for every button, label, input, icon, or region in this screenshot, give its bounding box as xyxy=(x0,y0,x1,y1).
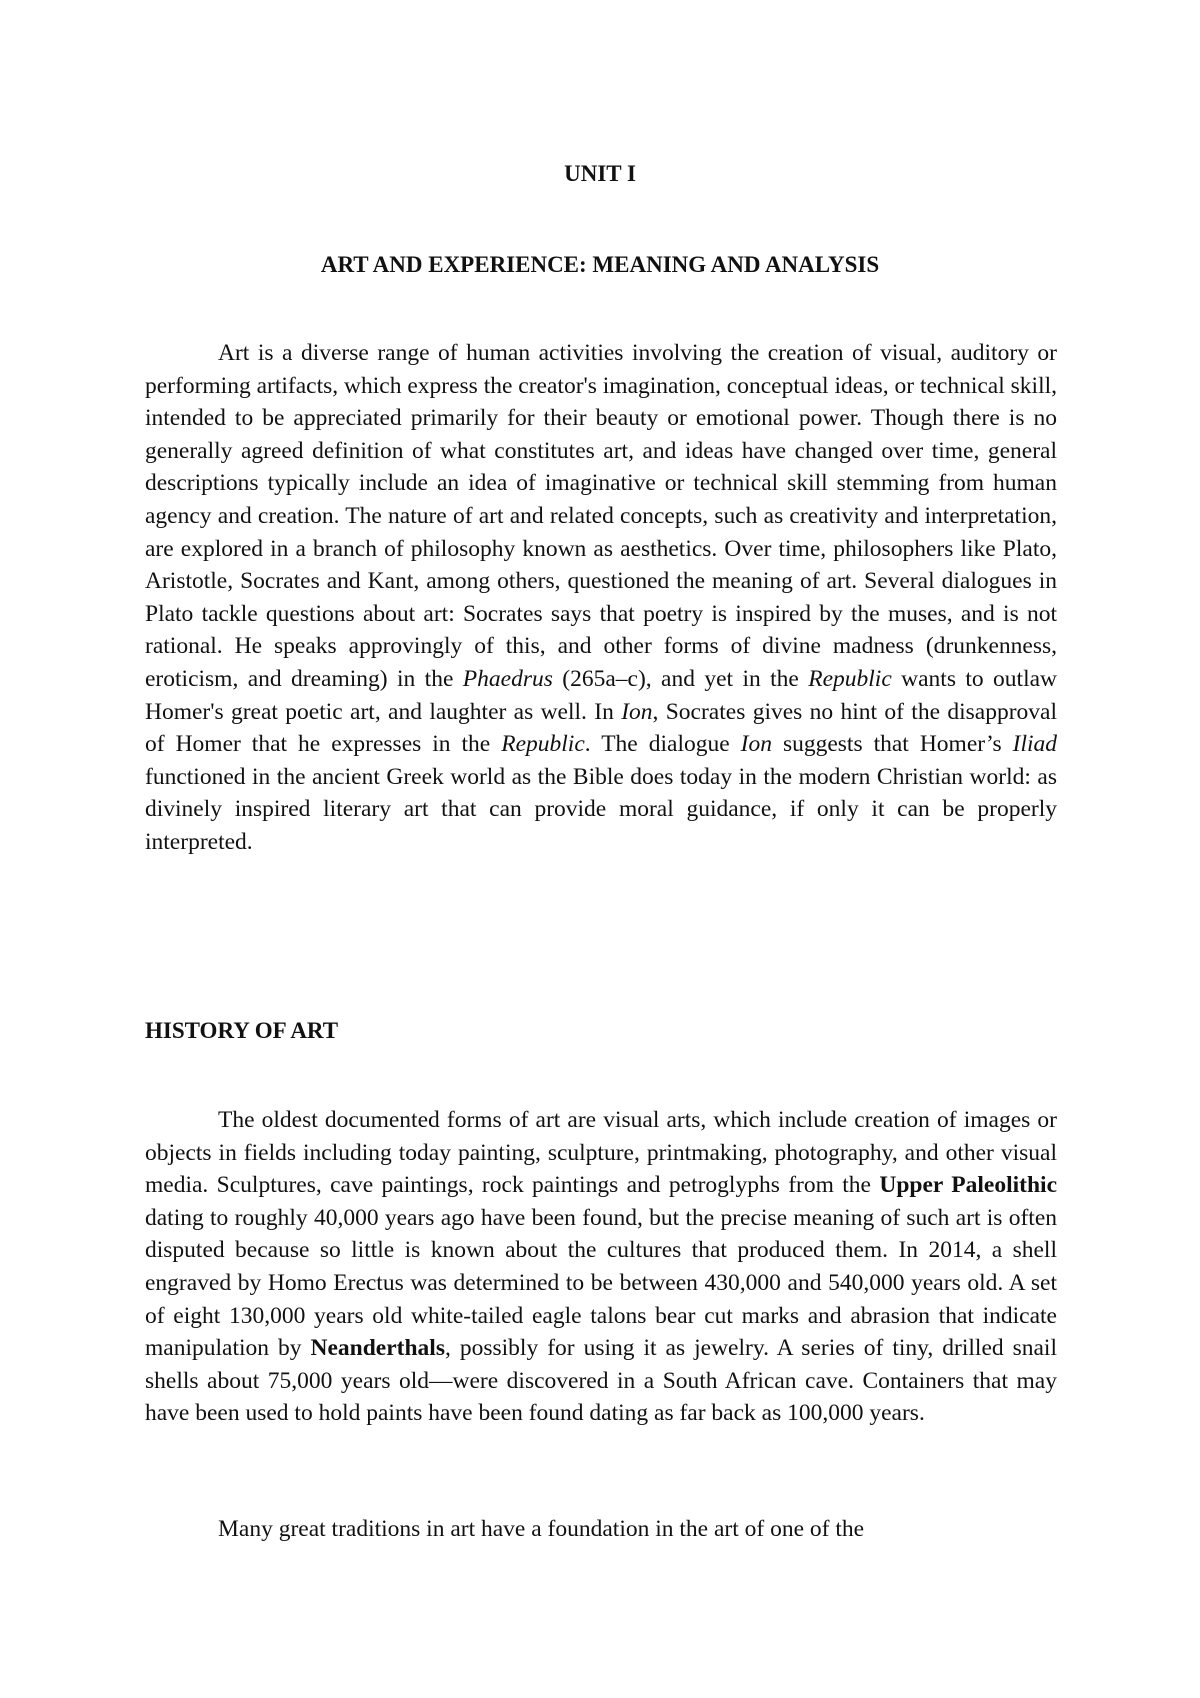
unit-title: UNIT I xyxy=(564,161,636,186)
text-run: suggests that Homer’s xyxy=(771,731,1013,758)
text-run: , possibly for using it as jewelry. A series of tiny, drilled snail shells about 75,000 years old—were discovered in a South African cave. Containers that may have been used to hold paints have been found dating as far back as 100,000 years. xyxy=(145,1335,1057,1427)
section-heading-history: HISTORY OF ART xyxy=(145,1018,339,1043)
text-run: Art is a diverse range of human activities involving the creation of visual, auditory or performing artifacts, which express the creator's imagination, conceptual ideas, or technical skill, intended to be appreciated primarily for their beauty or emotional power. Though there is no generally agreed definition of what constitutes art, and ideas have changed over time, general descriptions typically include an idea of imaginative or technical skill stemming from human agency and creation. The nature of art and related concepts, such as creativity and interpretation, are explored in a branch of philosophy known as aesthetics. Over time, philosophers like Plato, Aristotle, Socrates and Kant, among others, questioned the meaning of art. Several dialogues in Plato tackle questions about art: Socrates says that poetry is inspired by the muses, and is not rational. He speaks approvingly of this, and other forms of divine madness (drunkenness, eroticism, and dreaming) in the xyxy=(145,340,1057,692)
bold-term-upper-paleolithic: Upper Paleolithic xyxy=(879,1172,1058,1199)
bold-term-neanderthals: Neanderthals xyxy=(310,1335,445,1362)
history-paragraph xyxy=(145,1104,1057,1430)
text-run: The oldest documented forms of art are visual arts, which include creation of images or objects in fields including today painting, sculpture, printmaking, photography, and other visual media. Sculptures, cave paintings, rock paintings and petroglyphs from the xyxy=(145,1107,1057,1199)
traditions-paragraph xyxy=(145,1513,1057,1546)
text-run: (265a–c), and yet in the xyxy=(552,665,809,692)
italic-title-ion: Ion xyxy=(740,731,772,758)
intro-paragraph xyxy=(145,337,1057,859)
text-run: dating to roughly 40,000 years ago have been found, but the precise meaning of such art is often disputed because so little is known about the cultures that produced them. In 2014, a shell engraved by Homo Erectus was determined to be between 430,000 and 540,000 years old. A set of eight 130,000 years old white-tailed eagle talons bear cut marks and abrasion that indicate manipulation by xyxy=(145,1204,1057,1362)
text-run: wants to outlaw Homer's great poetic art, and laughter as well. In xyxy=(145,665,1058,725)
italic-title-phaedrus: Phaedrus xyxy=(462,665,553,692)
italic-title-ion: Ion xyxy=(621,698,653,725)
text-run: functioned in the ancient Greek world as the Bible does today in the modern Christian world: as divinely inspired literary art that can provide moral guidance, if only it can be properly interpreted. xyxy=(145,763,1057,855)
text-run: . The dialogue xyxy=(584,731,741,758)
text-run: Many great traditions in art have a foundation in the art of one of the xyxy=(218,1516,865,1542)
italic-title-iliad: Iliad xyxy=(1012,731,1058,758)
text-run: , Socrates gives no hint of the disapproval of Homer that he expresses in the xyxy=(145,698,1057,758)
chapter-title: ART AND EXPERIENCE: MEANING AND ANALYSIS xyxy=(320,252,880,277)
italic-title-republic: Republic xyxy=(808,665,892,692)
italic-title-republic: Republic xyxy=(501,731,585,758)
